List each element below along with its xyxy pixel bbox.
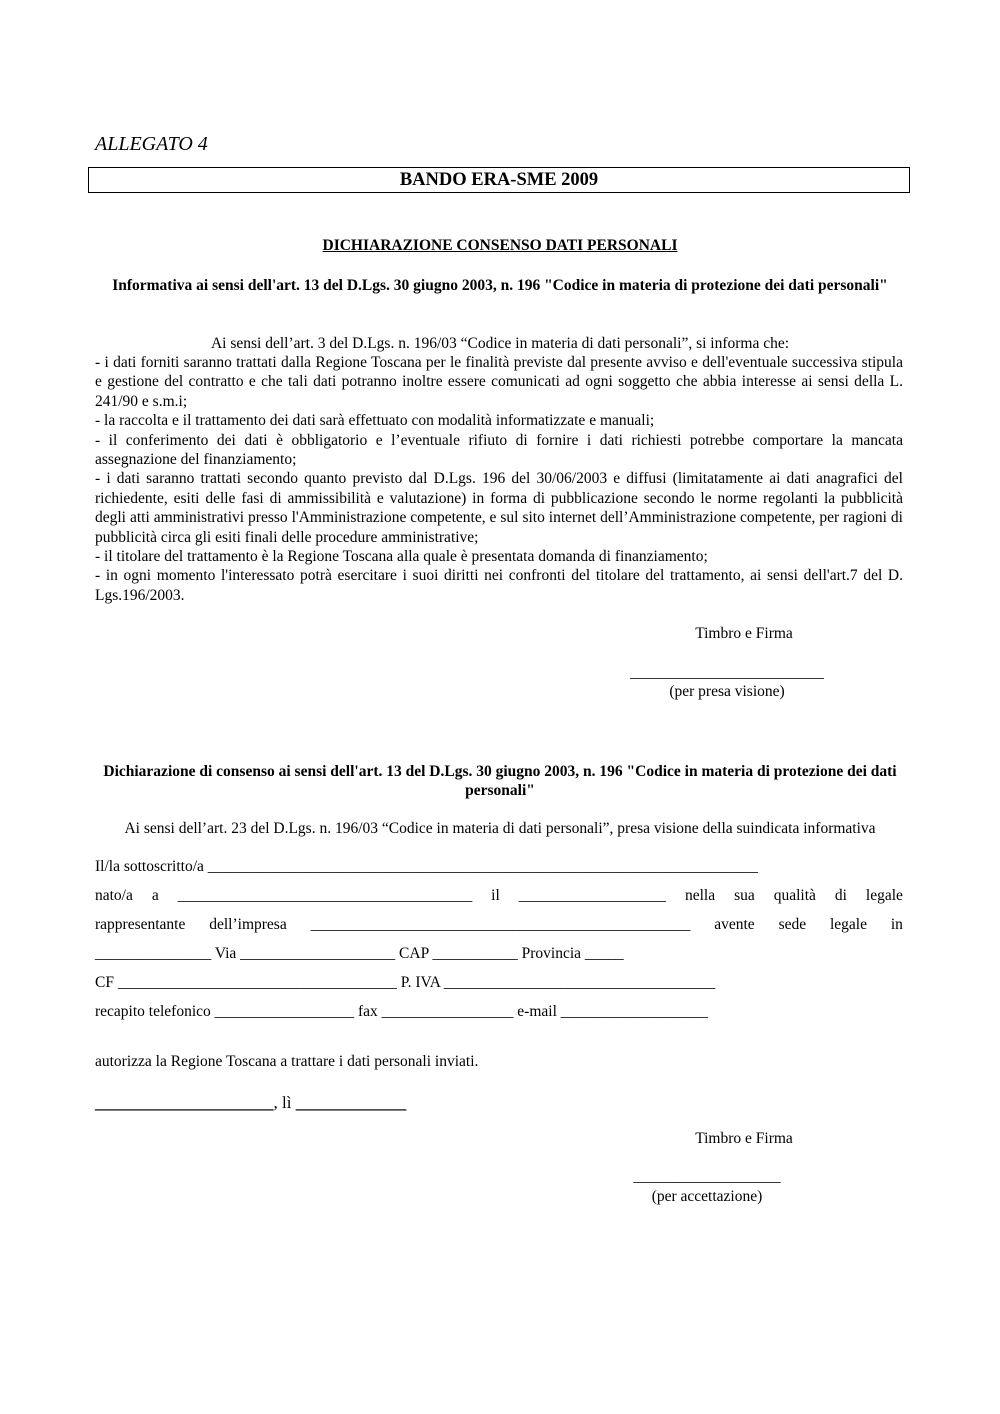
section1-items	[95, 353, 903, 605]
form-word: il	[491, 887, 500, 904]
info-item: - in ogni momento l'interessato potrà esercitare i suoi diritti nei confronti del titolare del trattamento, ai sensi dell'art.7 del D. Lgs.196/2003.	[95, 567, 903, 604]
place-date-line[interactable]	[95, 1093, 903, 1113]
form-line-address[interactable]: _______________ Via ____________________ CAP ___________ Provincia _____	[95, 945, 624, 962]
form-word: rappresentante	[95, 916, 186, 933]
form-word: a	[151, 887, 159, 904]
bando-title-box: BANDO ERA-SME 2009	[88, 167, 910, 193]
signature-label-1: Timbro e Firma	[695, 625, 793, 642]
form-line-name[interactable]: Il/la sottoscritto/a _______________________________________________________________________	[95, 858, 759, 875]
company-blank[interactable]: _________________________________________________	[310, 916, 691, 933]
allegato-label: ALLEGATO 4	[95, 133, 208, 155]
section1-title: DICHIARAZIONE CONSENSO DATI PERSONALI	[322, 237, 678, 254]
section1-subtitle: Informativa ai sensi dell'art. 13 del D.Lgs. 30 giugno 2003, n. 196 "Codice in materia di protezione dei dati personali"	[112, 277, 888, 294]
signature-line-1: _________________________	[630, 664, 824, 681]
form-line-tax[interactable]: CF ____________________________________ P. IVA ___________________________________	[95, 974, 716, 991]
form-line-contacts[interactable]: recapito telefonico __________________ fax _________________ e-mail ___________________	[95, 1003, 709, 1020]
birthdate-blank[interactable]: ___________________	[518, 887, 667, 904]
birthplace-blank[interactable]: ______________________________________	[177, 887, 473, 904]
form-word: di	[834, 887, 847, 904]
form-word: sua	[734, 887, 755, 904]
form-line-birth[interactable]	[95, 886, 903, 906]
form-word: sede	[778, 916, 807, 933]
authorization-text: autorizza la Regione Toscana a trattare i dati personali inviati.	[95, 1053, 479, 1070]
section2-intro: Ai sensi dell’art. 23 del D.Lgs. n. 196/03 “Codice in materia di dati personali”, presa visione della suindicata informativa	[124, 820, 876, 837]
section2-title: Dichiarazione di consenso ai sensi dell'art. 13 del D.Lgs. 30 giugno 2003, n. 196 "Codice in materia di protezione dei dati personali"	[103, 763, 897, 799]
date-blank[interactable]: _____________	[295, 1093, 407, 1112]
signature-line-2: ___________________	[633, 1168, 781, 1185]
signature-note-2: (per accettazione)	[651, 1188, 763, 1205]
signature-label-2: Timbro e Firma	[695, 1130, 793, 1147]
form-word: nella	[684, 887, 716, 904]
place-blank[interactable]: _____________________	[95, 1093, 274, 1112]
form-word: dell’impresa	[209, 916, 287, 933]
signature-note-1: (per presa visione)	[669, 683, 785, 700]
info-item: - il titolare del trattamento è la Regione Toscana alla quale è presentata domanda di finanziamento;	[95, 548, 708, 566]
section1-intro: Ai sensi dell’art. 3 del D.Lgs. n. 196/03 “Codice in materia di dati personali”, si informa che:	[210, 335, 790, 352]
form-word: legale	[829, 916, 867, 933]
form-line-company[interactable]	[95, 915, 903, 935]
place-separator: , lì	[273, 1093, 292, 1112]
form-word: legale	[865, 887, 903, 904]
form-word: in	[890, 916, 903, 933]
info-item: - il conferimento dei dati è obbligatorio e l’eventuale rifiuto di fornire i dati richiesti potrebbe comportare la mancata assegnazione del finanziamento;	[95, 431, 903, 469]
form-word: nato/a	[95, 887, 133, 904]
form-word: avente	[714, 916, 755, 933]
info-item: - i dati saranno trattati secondo quanto previsto dal D.Lgs. 196 del 30/06/2003 e diffusi (limitatamente ai dati anagrafici del richiedente, esiti delle fasi di ammissibilità e valutazione) in forma di pubblicazione secondo le norme regolanti la pubblicità degli atti amministrativi presso l'Amministrazione competente, e sul sito internet dell’Amministrazione competente, per ragioni di pubblicità circa gli esiti finali delle procedure amministrative;	[95, 470, 903, 546]
info-item: - i dati forniti saranno trattati dalla Regione Toscana per le finalità previste dal presente avviso e dell'eventuale successiva stipula e gestione del contratto e che tali dati potranno inoltre essere comunicati ad ogni soggetto che abbia interesse ai sensi della L. 241/90 e s.m.i;	[95, 354, 903, 410]
form-word: qualità	[773, 887, 816, 904]
info-item: - la raccolta e il trattamento dei dati sarà effettuato con modalità informatizzate e manuali;	[95, 412, 655, 430]
